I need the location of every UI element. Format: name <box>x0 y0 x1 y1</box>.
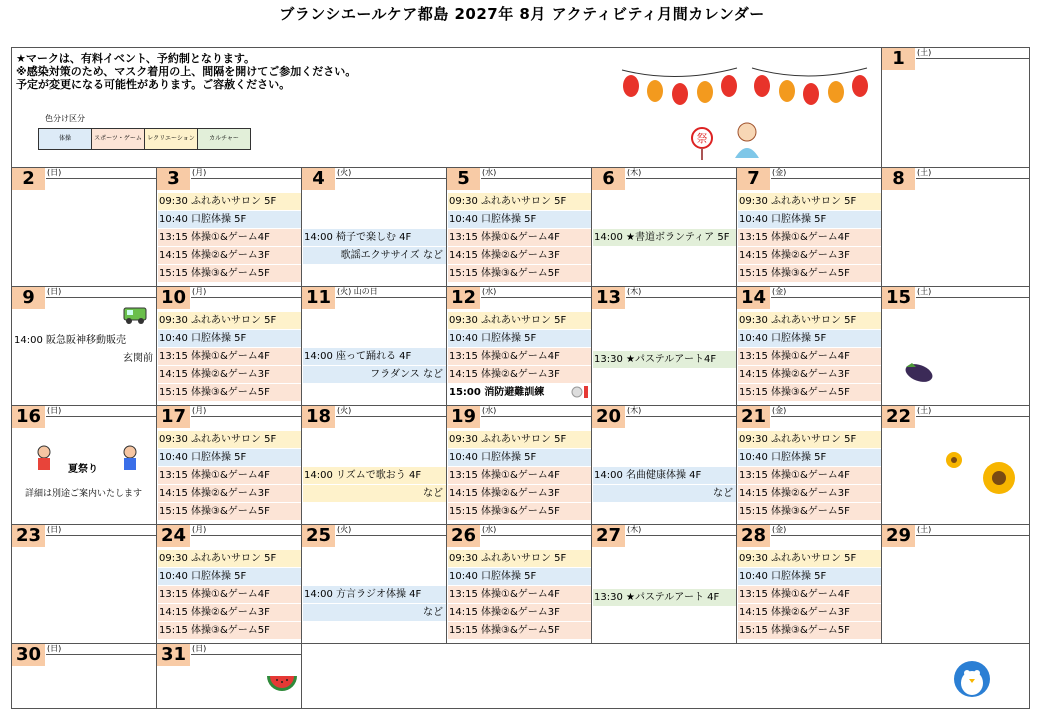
header-rule <box>626 416 736 417</box>
event-entry: 14:15 体操②&ゲーム3F <box>448 366 591 383</box>
header-rule <box>191 297 301 298</box>
weekday-label: (土) <box>917 168 932 177</box>
event-entry: 14:15 体操②&ゲーム3F <box>448 247 591 264</box>
day-cell-18 <box>302 406 447 525</box>
weekday-label: (火) <box>337 406 352 415</box>
header-rule <box>771 535 881 536</box>
notice-panel <box>12 48 882 168</box>
day-cell-13 <box>592 287 737 406</box>
day-number: 5 <box>447 168 480 190</box>
event-entry: 13:15 体操①&ゲーム4F <box>448 467 591 484</box>
day-cell-10 <box>157 287 302 406</box>
header-rule <box>916 297 1029 298</box>
header-rule <box>626 178 736 179</box>
truck-icon <box>122 305 148 329</box>
event-entry: 15:15 体操③&ゲーム5F <box>158 622 301 639</box>
weekday-label: (木) <box>627 168 642 177</box>
event-entry: 09:30 ふれあいサロン 5F <box>738 550 881 567</box>
day-cell-8 <box>882 168 1030 287</box>
event-entry: 13:15 体操①&ゲーム4F <box>738 229 881 246</box>
festival-badge: 祭 <box>696 132 708 145</box>
weekday-label: (水) <box>482 287 497 296</box>
event-entry: 09:30 ふれあいサロン 5F <box>448 193 591 210</box>
event-entry: 13:15 体操①&ゲーム4F <box>158 586 301 603</box>
event-entry: 15:15 体操③&ゲーム5F <box>738 384 881 401</box>
header-rule <box>916 58 1029 59</box>
header-rule <box>481 297 591 298</box>
event-entry: 09:30 ふれあいサロン 5F <box>738 312 881 329</box>
day-cell-30 <box>12 644 157 709</box>
header-rule <box>771 297 881 298</box>
event-entry: 13:15 体操①&ゲーム4F <box>738 467 881 484</box>
legend-item-sports: スポーツ・ゲーム <box>92 129 145 149</box>
day-cell-12 <box>447 287 592 406</box>
day-cell-14 <box>737 287 882 406</box>
event-entry: 13:15 体操①&ゲーム4F <box>448 229 591 246</box>
weekday-label: (日) <box>47 287 62 296</box>
weekday-label: (土) <box>917 406 932 415</box>
day-cell-9 <box>12 287 157 406</box>
day-cell-26 <box>447 525 592 644</box>
legend-title: 色分け区分 <box>45 114 85 123</box>
weekday-label: (火) <box>337 525 352 534</box>
header-rule <box>626 297 736 298</box>
day-number: 30 <box>12 644 45 666</box>
day-number: 10 <box>157 287 190 309</box>
event-entry: 10:40 口腔体操 5F <box>448 449 591 466</box>
event-entry: 玄関前 <box>123 353 153 364</box>
watermelon-icon <box>265 666 299 700</box>
event-entry: 13:15 体操①&ゲーム4F <box>158 467 301 484</box>
penguin-mascot-icon <box>947 655 997 704</box>
weekday-label: (日) <box>47 406 62 415</box>
event-entry: 09:30 ふれあいサロン 5F <box>158 312 301 329</box>
header-rule <box>916 178 1029 179</box>
weekday-label: (月) <box>192 287 207 296</box>
day-cell-20 <box>592 406 737 525</box>
day-number: 28 <box>737 525 770 547</box>
notice-line: ★マークは、有料イベント、予約制となります。 <box>16 52 255 65</box>
event-entry: 14:00 方言ラジオ体操 4F <box>303 586 446 603</box>
day-cell-21 <box>737 406 882 525</box>
event-entry: 14:15 体操②&ゲーム3F <box>158 485 301 502</box>
day-cell-19 <box>447 406 592 525</box>
event-entry: 10:40 口腔体操 5F <box>448 568 591 585</box>
day-cell-23 <box>12 525 157 644</box>
event-entry: 14:15 体操②&ゲーム3F <box>738 247 881 264</box>
weekday-label: (月) <box>192 525 207 534</box>
header-rule <box>191 178 301 179</box>
day-number: 14 <box>737 287 770 309</box>
weekday-label: (土) <box>917 48 932 57</box>
day-number: 6 <box>592 168 625 190</box>
event-entry: 13:15 体操①&ゲーム4F <box>158 348 301 365</box>
legend-item-recreation: レクリエーション <box>145 129 198 149</box>
header-rule <box>191 416 301 417</box>
day-number: 4 <box>302 168 335 190</box>
eggplant-icon <box>902 359 936 391</box>
event-entry: 09:30 ふれあいサロン 5F <box>448 312 591 329</box>
header-rule <box>336 297 446 298</box>
festival-kids-illustration <box>32 444 142 478</box>
event-entry: 10:40 口腔体操 5F <box>738 330 881 347</box>
sunflower-icon <box>944 448 1024 502</box>
day-cell-29 <box>882 525 1030 644</box>
event-entry: 14:00 ★書道ボランティア 5F <box>593 229 736 246</box>
header-rule <box>481 535 591 536</box>
weekday-label: (火) <box>337 168 352 177</box>
event-entry: 14:15 体操②&ゲーム3F <box>158 247 301 264</box>
legend-item-culture: カルチャー <box>198 129 250 149</box>
day-number: 11 <box>302 287 335 309</box>
day-number: 7 <box>737 168 770 190</box>
day-number: 2 <box>12 168 45 190</box>
day-cell-24 <box>157 525 302 644</box>
event-entry: など <box>593 485 736 502</box>
day-number: 23 <box>12 525 45 547</box>
event-entry: など <box>303 485 446 502</box>
event-entry: 09:30 ふれあいサロン 5F <box>448 550 591 567</box>
event-entry: 15:15 体操③&ゲーム5F <box>448 622 591 639</box>
weekday-label: (日) <box>192 644 207 653</box>
festival-lanterns-illustration <box>617 56 877 166</box>
header-rule <box>191 535 301 536</box>
event-entry: 10:40 口腔体操 5F <box>158 211 301 228</box>
page-title: ブランシエールケア都島 2027年 8月 アクティビティ月間カレンダー <box>279 5 765 23</box>
event-entry: 09:30 ふれあいサロン 5F <box>738 193 881 210</box>
weekday-label: (日) <box>47 168 62 177</box>
event-entry: 14:15 体操②&ゲーム3F <box>738 485 881 502</box>
calendar-grid <box>11 47 1030 709</box>
day-cell-28 <box>737 525 882 644</box>
event-entry: 15:15 体操③&ゲーム5F <box>158 384 301 401</box>
header-rule <box>481 178 591 179</box>
day-number: 25 <box>302 525 335 547</box>
event-entry: 14:15 体操②&ゲーム3F <box>738 604 881 621</box>
fire-drill-icon <box>571 383 591 403</box>
day-cell-16 <box>12 406 157 525</box>
weekday-label: (金) <box>772 168 787 177</box>
weekday-label: (木) <box>627 525 642 534</box>
header-rule <box>626 535 736 536</box>
event-entry: 13:30 ★パステルアート4F <box>593 351 736 368</box>
header-rule <box>771 178 881 179</box>
event-entry: 14:00 座って踊れる 4F <box>303 348 446 365</box>
legend-item-exercise: 体操 <box>39 129 92 149</box>
day-cell-7 <box>737 168 882 287</box>
event-entry: 14:15 体操②&ゲーム3F <box>448 485 591 502</box>
event-entry: 10:40 口腔体操 5F <box>448 330 591 347</box>
weekday-label: (金) <box>772 525 787 534</box>
day-number: 8 <box>882 168 915 190</box>
event-entry: 10:40 口腔体操 5F <box>158 568 301 585</box>
day-number: 17 <box>157 406 190 428</box>
event-entry: 10:40 口腔体操 5F <box>158 330 301 347</box>
weekday-label: (金) <box>772 406 787 415</box>
header-rule <box>336 416 446 417</box>
day-number: 12 <box>447 287 480 309</box>
day-number: 21 <box>737 406 770 428</box>
header-rule <box>46 654 156 655</box>
day-cell-2 <box>12 168 157 287</box>
day-number: 9 <box>12 287 45 309</box>
day-number: 13 <box>592 287 625 309</box>
header-rule <box>191 654 301 655</box>
day-number: 29 <box>882 525 915 547</box>
day-cell-3 <box>157 168 302 287</box>
event-entry: 15:15 体操③&ゲーム5F <box>448 503 591 520</box>
notice-line: 予定が変更になる可能性があります。ご容赦ください。 <box>16 78 291 91</box>
event-entry: 14:15 体操②&ゲーム3F <box>158 366 301 383</box>
header-rule <box>481 416 591 417</box>
event-entry: 14:00 名曲健康体操 4F <box>593 467 736 484</box>
event-entry: フラダンス など <box>303 366 446 383</box>
event-entry: 10:40 口腔体操 5F <box>738 211 881 228</box>
header-rule <box>916 535 1029 536</box>
day-number: 19 <box>447 406 480 428</box>
day-cell-22 <box>882 406 1030 525</box>
event-entry: 10:40 口腔体操 5F <box>738 449 881 466</box>
day-cell-31 <box>157 644 302 709</box>
event-entry: 15:15 体操③&ゲーム5F <box>158 503 301 520</box>
event-entry: 14:15 体操②&ゲーム3F <box>448 604 591 621</box>
event-entry: 15:15 体操③&ゲーム5F <box>738 265 881 282</box>
notice-line: ※感染対策のため、マスク着用の上、間隔を開けてご参加ください。 <box>16 65 357 78</box>
header-rule <box>336 535 446 536</box>
day-cell-25 <box>302 525 447 644</box>
event-entry: 14:00 リズムで歌おう 4F <box>303 467 446 484</box>
day-cell-27 <box>592 525 737 644</box>
event-entry: 10:40 口腔体操 5F <box>448 211 591 228</box>
event-entry: 09:30 ふれあいサロン 5F <box>738 431 881 448</box>
event-entry: 09:30 ふれあいサロン 5F <box>158 431 301 448</box>
day-cell-11 <box>302 287 447 406</box>
day-cell-15 <box>882 287 1030 406</box>
day-number: 1 <box>882 48 915 70</box>
day-number: 20 <box>592 406 625 428</box>
event-entry: 15:15 体操③&ゲーム5F <box>738 503 881 520</box>
weekday-label: (月) <box>192 406 207 415</box>
header-rule <box>771 416 881 417</box>
day-cell-6 <box>592 168 737 287</box>
event-entry: 10:40 口腔体操 5F <box>158 449 301 466</box>
weekday-label: (木) <box>627 406 642 415</box>
day-cell-5 <box>447 168 592 287</box>
day-number: 26 <box>447 525 480 547</box>
header-rule <box>46 178 156 179</box>
event-entry: 詳細は別途ご案内いたします <box>25 489 143 499</box>
event-entry: 13:30 ★パステルアート 4F <box>593 589 736 606</box>
event-entry: 10:40 口腔体操 5F <box>738 568 881 585</box>
event-entry: 14:00 阪急阪神移動販売 <box>14 335 126 346</box>
event-entry: 夏祭り <box>68 464 98 475</box>
weekday-label: (木) <box>627 287 642 296</box>
event-entry: 13:15 体操①&ゲーム4F <box>738 348 881 365</box>
header-rule <box>46 416 156 417</box>
event-entry: 13:15 体操①&ゲーム4F <box>738 586 881 603</box>
day-number: 22 <box>882 406 915 428</box>
weekday-label: (金) <box>772 287 787 296</box>
weekday-label: (水) <box>482 525 497 534</box>
day-cell-4 <box>302 168 447 287</box>
event-entry: 14:15 体操②&ゲーム3F <box>158 604 301 621</box>
event-entry: 歌謡エクササイズ など <box>303 247 446 264</box>
weekday-label: (水) <box>482 406 497 415</box>
event-entry: 15:15 体操③&ゲーム5F <box>738 622 881 639</box>
day-cell-17 <box>157 406 302 525</box>
weekday-label: (土) <box>917 525 932 534</box>
header-rule <box>336 178 446 179</box>
event-entry: 13:15 体操①&ゲーム4F <box>158 229 301 246</box>
day-number: 27 <box>592 525 625 547</box>
event-entry: 15:00 消防避難訓練 <box>449 387 545 398</box>
event-entry: 09:30 ふれあいサロン 5F <box>158 550 301 567</box>
event-entry: 14:15 体操②&ゲーム3F <box>738 366 881 383</box>
header-rule <box>46 535 156 536</box>
event-entry: 09:30 ふれあいサロン 5F <box>158 193 301 210</box>
day-number: 24 <box>157 525 190 547</box>
weekday-label: (水) <box>482 168 497 177</box>
weekday-label: (月) <box>192 168 207 177</box>
weekday-label: (日) <box>47 644 62 653</box>
day-number: 18 <box>302 406 335 428</box>
header-rule <box>916 416 1029 417</box>
weekday-label: (火) 山の日 <box>337 287 378 296</box>
day-number: 15 <box>882 287 915 309</box>
event-entry: 15:15 体操③&ゲーム5F <box>158 265 301 282</box>
day-number: 3 <box>157 168 190 190</box>
color-legend <box>38 128 251 150</box>
event-entry: など <box>303 604 446 621</box>
event-entry: 15:15 体操③&ゲーム5F <box>448 265 591 282</box>
day-cell-1 <box>882 48 1030 168</box>
header-rule <box>46 297 156 298</box>
event-entry: 14:00 椅子で楽しむ 4F <box>303 229 446 246</box>
day-number: 16 <box>12 406 45 428</box>
event-entry: 13:15 体操①&ゲーム4F <box>448 586 591 603</box>
weekday-label: (土) <box>917 287 932 296</box>
event-entry: 13:15 体操①&ゲーム4F <box>448 348 591 365</box>
weekday-label: (日) <box>47 525 62 534</box>
event-entry: 09:30 ふれあいサロン 5F <box>448 431 591 448</box>
day-number: 31 <box>157 644 190 666</box>
